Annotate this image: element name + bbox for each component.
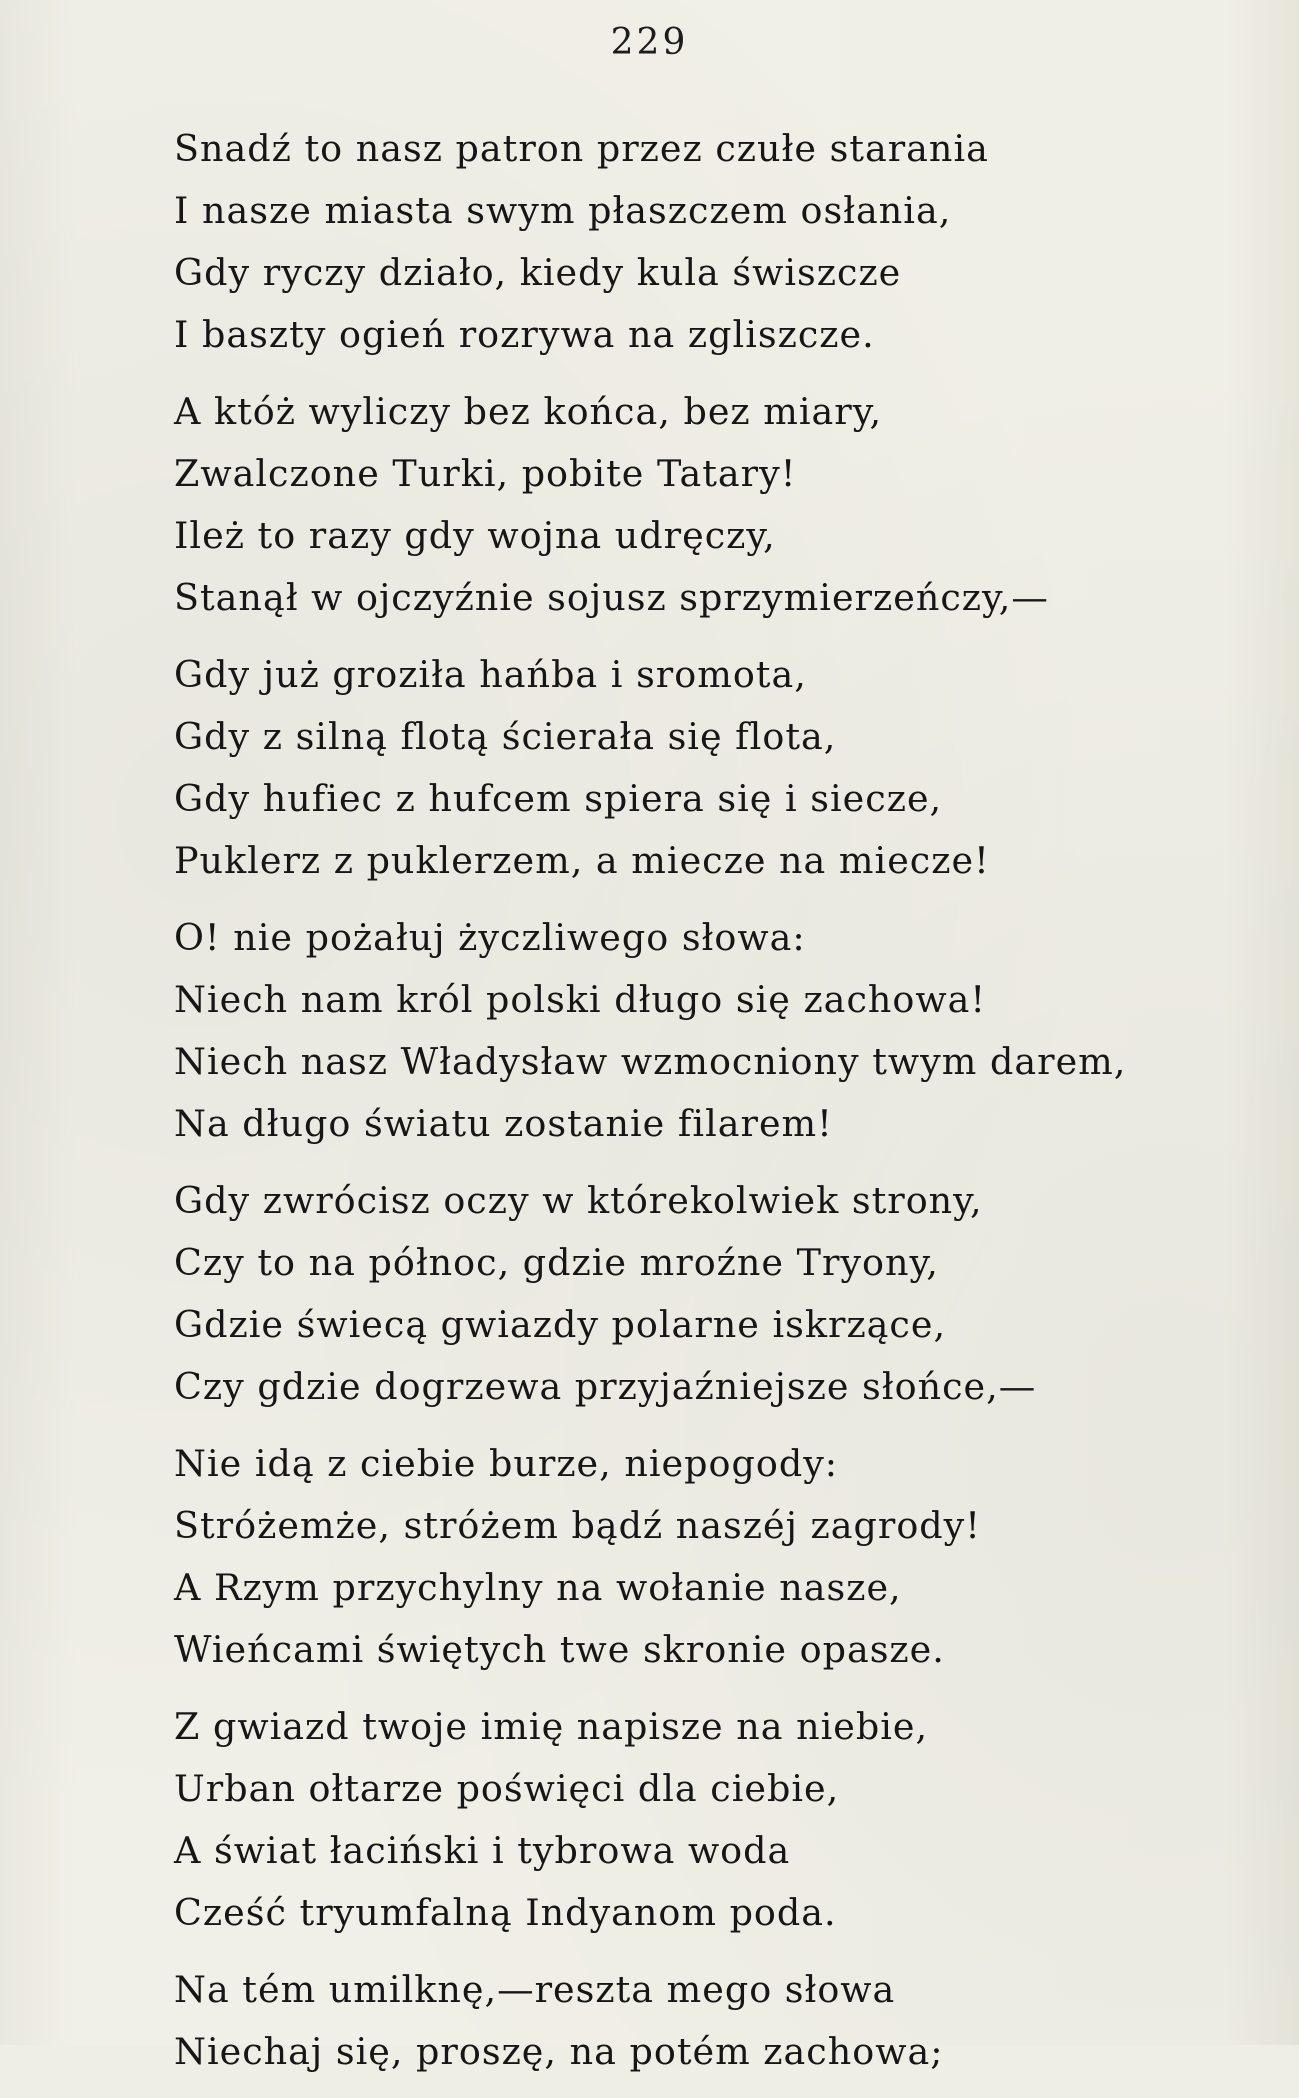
poem-line: Stróżemże, stróżem bądź naszéj zagrody! <box>174 1504 981 1547</box>
poem-line: A Rzym przychylny na wołanie nasze, <box>174 1566 902 1609</box>
stanza <box>174 1433 1254 1681</box>
poem-line: I nasze miasta swym płaszczem osłania, <box>174 189 952 232</box>
stanza <box>174 1959 1254 2083</box>
stanza <box>174 907 1254 1155</box>
poem-line: Gdzie świecą gwiazdy polarne iskrzące, <box>174 1303 947 1346</box>
poem-line: Nie idą z ciebie burze, niepogody: <box>174 1442 839 1485</box>
poem-line: Niech nasz Władysław wzmocniony twym darem, <box>174 1040 1127 1083</box>
poem-line: Ileż to razy gdy wojna udręczy, <box>174 514 776 557</box>
poem-line: Gdy z silną flotą ścierała się flota, <box>174 715 837 758</box>
poem-line: Zwalczone Turki, pobite Tatary! <box>174 452 797 495</box>
page-number: 229 <box>610 22 689 63</box>
poem-line: Niech nam król polski długo się zachowa! <box>174 978 987 1021</box>
poem-line: Na długo światu zostanie filarem! <box>174 1102 833 1145</box>
stanza <box>174 1696 1254 1944</box>
poem-line: Snadź to nasz patron przez czułe starania <box>174 127 989 170</box>
poem-text <box>174 118 1254 2098</box>
poem-line: A któż wyliczy bez końca, bez miary, <box>174 390 883 433</box>
stanza <box>174 644 1254 892</box>
poem-line: Urban ołtarze poświęci dla ciebie, <box>174 1767 840 1810</box>
poem-line: Gdy ryczy działo, kiedy kula świszcze <box>174 251 902 294</box>
stanza <box>174 381 1254 629</box>
poem-line: Wieńcami świętych twe skronie opasze. <box>174 1628 945 1671</box>
poem-line: Czy gdzie dogrzewa przyjaźniejsze słońce,— <box>174 1365 1037 1408</box>
poem-line: Cześć tryumfalną Indyanom poda. <box>174 1891 837 1934</box>
stanza <box>174 1170 1254 1418</box>
stanza <box>174 118 1254 366</box>
poem-line: O! nie pożałuj życzliwego słowa: <box>174 916 806 959</box>
poem-line: Na tém umilknę,—reszta mego słowa <box>174 1968 896 2011</box>
poem-line: Czy to na północ, gdzie mroźne Tryony, <box>174 1241 939 1284</box>
poem-line: Gdy już groziła hańba i sromota, <box>174 653 807 696</box>
poem-line: Niechaj się, proszę, na potém zachowa; <box>174 2030 944 2073</box>
poem-line: Z gwiazd twoje imię napisze na niebie, <box>174 1705 929 1748</box>
poem-line: Gdy hufiec z hufcem spiera się i siecze, <box>174 777 943 820</box>
poem-line: A świat łaciński i tybrowa woda <box>174 1829 791 1872</box>
poem-line: I baszty ogień rozrywa na zgliszcze. <box>174 313 875 356</box>
poem-line: Puklerz z puklerzem, a miecze na miecze! <box>174 839 990 882</box>
poem-line: Stanął w ojczyźnie sojusz sprzymierzeńczy,— <box>174 576 1049 619</box>
poem-line: Gdy zwrócisz oczy w którekolwiek strony, <box>174 1179 983 1222</box>
